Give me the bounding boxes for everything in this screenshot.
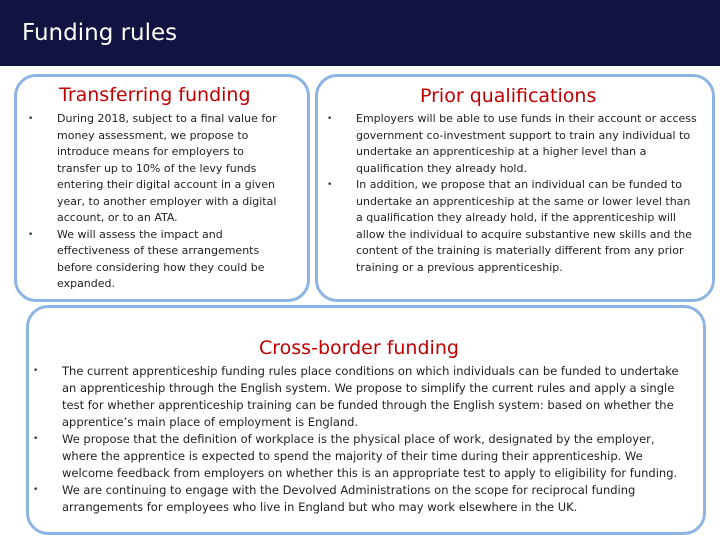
list-item [28, 111, 289, 227]
bullet-text: We are continuing to engage with the Devolved Administrations on the scope for reciprocal funding arrangements for employees who live in England but who may work elsewhere in the UK. [62, 483, 636, 514]
bullet-text: The current apprenticeship funding rules place conditions on which individuals can be funded to undertake an apprenticeship through the English system. We propose to simplify the current rules and apply a single test for whether apprenticeship training can be funded through the English system: based on whether the apprentice’s main place of employment is England. [62, 364, 679, 429]
bullet-icon: • [327, 114, 333, 124]
cross-border-funding-title: Cross-border funding [259, 337, 459, 359]
page-title: Funding rules [22, 20, 178, 46]
cross-border-funding-list [33, 363, 692, 516]
list-item [33, 431, 692, 482]
prior-qualifications-panel [315, 74, 715, 302]
bullet-icon: • [28, 114, 34, 124]
transferring-funding-list [28, 111, 289, 293]
prior-qualifications-title: Prior qualifications [420, 85, 597, 107]
header-bar [0, 0, 720, 66]
cross-border-funding-panel [26, 305, 706, 535]
transferring-funding-panel [14, 74, 310, 302]
transferring-funding-title: Transferring funding [59, 84, 251, 106]
list-item [33, 363, 692, 431]
prior-qualifications-list [327, 111, 698, 276]
bullet-icon: • [33, 434, 39, 444]
bullet-text: Employers will be able to use funds in their account or access government co-investment support to train any individual to undertake an apprenticeship at a higher level than a qualification they already hold. [356, 112, 697, 175]
bullet-text: We will assess the impact and effectiveness of these arrangements before considering how they could be expanded. [57, 227, 265, 290]
bullet-text: We propose that the definition of workplace is the physical place of work, designated by the employer, where the apprentice is expected to spend the majority of their time during their apprenticeship. We welcome feedback from employers on whether this is an appropriate test to apply to eligibility for funding. [62, 432, 678, 480]
bullet-icon: • [33, 366, 39, 376]
bullet-icon: • [33, 485, 39, 495]
bullet-text: During 2018, subject to a final value for money assessment, we propose to introduce means for employers to transfer up to 10% of the levy funds entering their digital account in a given year, to another employer with a digital account, or to an ATA. [57, 112, 277, 224]
bullet-icon: • [327, 180, 333, 190]
list-item [327, 177, 698, 276]
bullet-text: In addition, we propose that an individual can be funded to undertake an apprenticeship at the same or lower level than a qualification they already hold, if the apprenticeship will allow the individual to acquire substantive new skills and the content of the training is materially different from any prior training or a previous apprenticeship. [356, 178, 692, 274]
list-item [28, 227, 289, 293]
bullet-icon: • [28, 229, 34, 240]
list-item [33, 482, 692, 516]
list-item [327, 111, 698, 177]
